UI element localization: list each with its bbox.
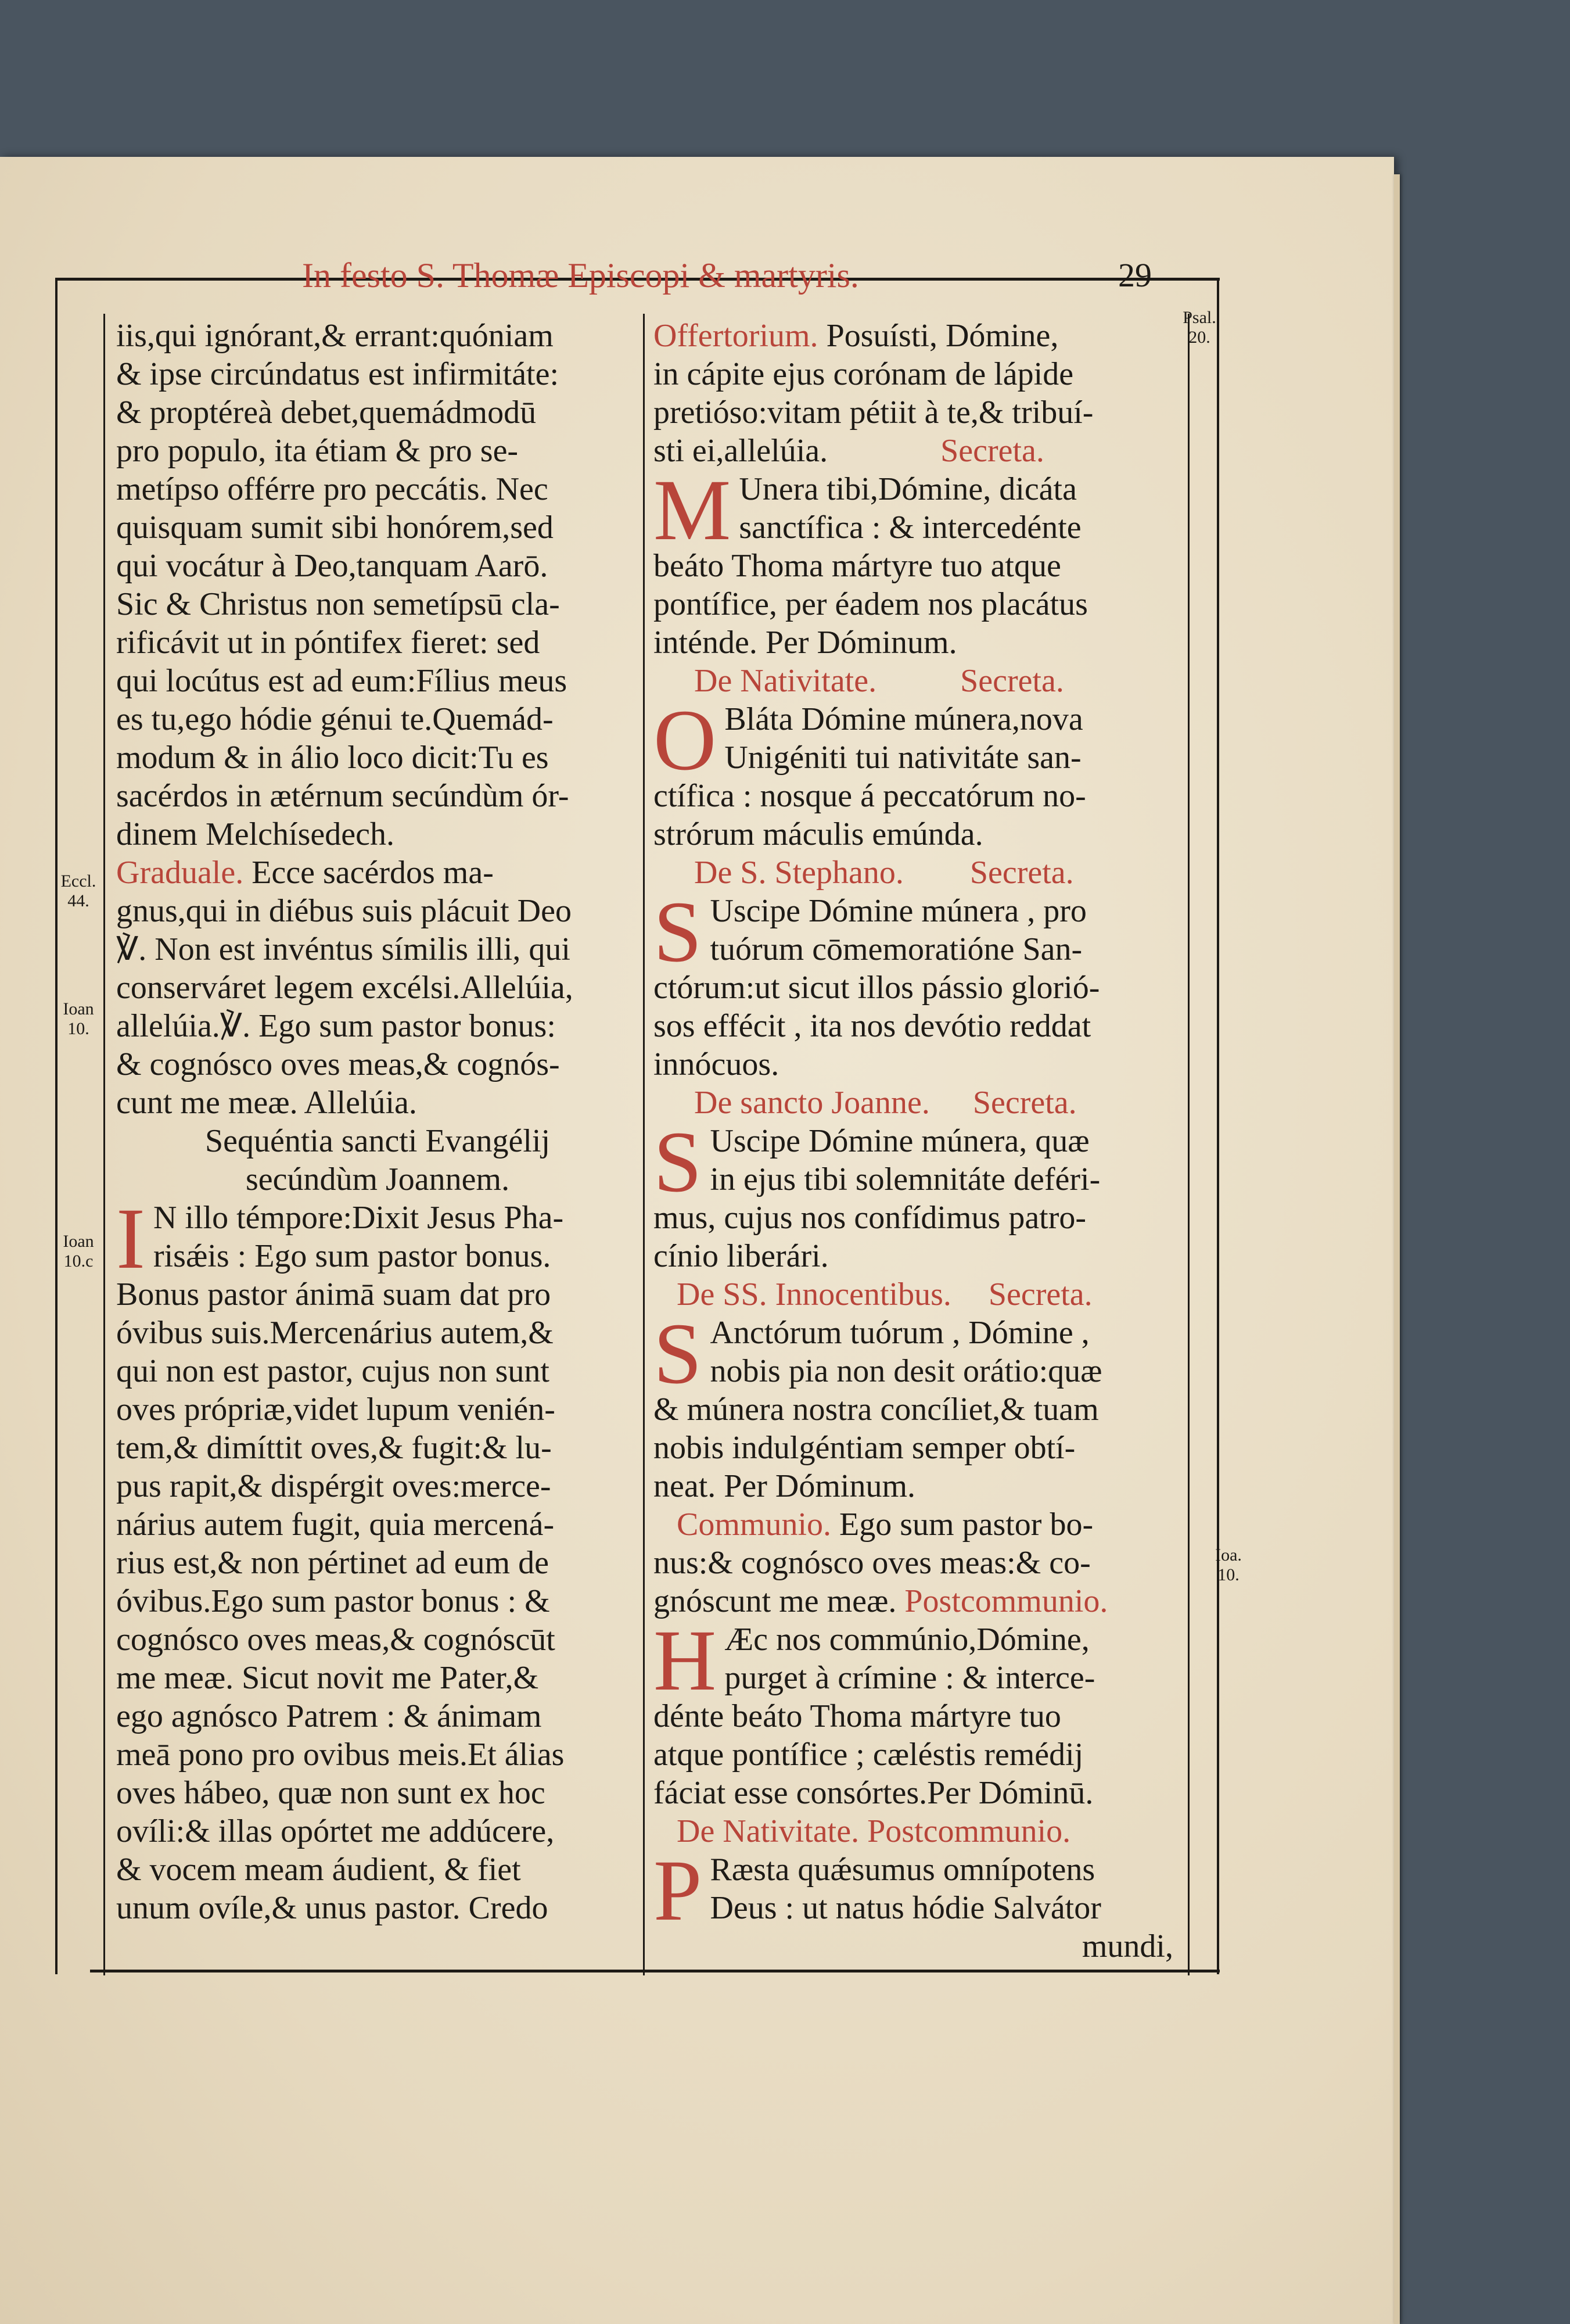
nativity-heading: De Nativitate. Secreta. xyxy=(694,663,1064,699)
text-line: cínio liberári. xyxy=(653,1238,829,1274)
text-line: oves própriæ,videt lupum venién- xyxy=(116,1391,555,1428)
text-line: ego agnósco Patrem : & ánimam xyxy=(116,1698,542,1734)
offertory-line xyxy=(653,317,1185,355)
offertory-label: Offertorium. xyxy=(653,318,818,354)
text-line: ovíli:& illas opórtet me addúcere, xyxy=(116,1813,555,1849)
text-line: meā pono pro ovibus meis.Et álias xyxy=(116,1737,565,1773)
text-line: Unera tibi,Dómine, dicáta xyxy=(739,471,1077,507)
communion-end-line: gnóscunt me meæ. Postcommunio. xyxy=(653,1583,1108,1619)
nativity-secreta-block xyxy=(653,700,1185,777)
text-line: & vocem meam áudient, & fiet xyxy=(116,1852,521,1888)
right-column-rule xyxy=(1188,314,1190,1975)
text-line: nobis pia non desit orátio:quæ xyxy=(710,1353,1102,1389)
postcommunion-label: Postcommunio. xyxy=(904,1583,1108,1619)
text-line: nobis indulgéntiam semper obtí- xyxy=(653,1430,1076,1466)
drop-cap-initial: M xyxy=(653,470,731,547)
text-line: dénte beáto Thoma mártyre tuo xyxy=(653,1698,1061,1734)
text-line: innócuos. xyxy=(653,1046,779,1082)
text-line: sacérdos in ætérnum secúndùm ór- xyxy=(116,778,569,814)
text-line: Bonus pastor ánimā suam dat pro xyxy=(116,1276,551,1312)
drop-cap-initial: S xyxy=(653,1122,702,1199)
stephen-secreta-block xyxy=(653,892,1185,969)
text-line: nus:& cognósco oves meas:& co- xyxy=(653,1545,1091,1581)
text-line: óvibus suis.Mercenárius autem,& xyxy=(116,1315,554,1351)
text-line: atque pontífice ; cæléstis remédij xyxy=(653,1737,1084,1773)
communion-first-text: Ego sum pastor bo- xyxy=(839,1507,1094,1543)
secreta-label: Secreta. xyxy=(940,433,1044,469)
text-line: ctífica : nosque á peccatórum no- xyxy=(653,778,1086,814)
sequence-heading: Sequéntia sancti Evangélij xyxy=(204,1123,551,1159)
drop-cap-initial: O xyxy=(653,700,717,777)
text-line: cognósco oves meas,& cognóscūt xyxy=(116,1622,555,1658)
text-line: mus, cujus nos confídimus patro- xyxy=(653,1200,1087,1236)
gradual-line xyxy=(116,853,639,892)
epistle-text xyxy=(116,317,639,853)
text-line: pretióso:vitam pétiit à te,& tribuí- xyxy=(653,394,1094,431)
drop-cap-initial: I xyxy=(116,1199,145,1275)
margin-note-ioan-c: Ioan 10.c xyxy=(63,1232,94,1271)
sequence-heading: secúndùm Joannem. xyxy=(245,1161,510,1197)
text-line: & ipse circúndatus est infirmitáte: xyxy=(116,356,559,392)
drop-cap-initial: S xyxy=(653,892,702,969)
text-line: cunt me meæ. Allelúia. xyxy=(116,1085,417,1121)
post-nativity-heading: De Nativitate. Postcommunio. xyxy=(677,1813,1071,1849)
text-line: rius est,& non pértinet ad eum de xyxy=(116,1545,549,1581)
secreta-block xyxy=(653,470,1185,547)
text-line: nárius autem fugit, quia mercená- xyxy=(116,1507,555,1543)
text-line: Deus : ut natus hódie Salvátor xyxy=(710,1890,1101,1926)
innocents-secreta-block xyxy=(653,1314,1185,1390)
offertory-end-line: sti ei,allelúia. Secreta. xyxy=(653,433,1044,469)
text-line: gnus,qui in diébus suis plácuit Deo xyxy=(116,893,572,929)
column-divider xyxy=(643,314,645,1975)
offertory-first-text: Posuísti, Dómine, xyxy=(826,318,1059,354)
text-line: pro populo, ita étiam & pro se- xyxy=(116,433,519,469)
text-line: Uscipe Dómine múnera, quæ xyxy=(710,1123,1090,1159)
text-line: strórum máculis emúnda. xyxy=(653,816,983,852)
page-number: 29 xyxy=(1118,256,1152,294)
text-line: quisquam sumit sibi honórem,sed xyxy=(116,510,554,546)
text-line: pontífice, per éadem nos placátus xyxy=(653,586,1088,622)
text-line: inténde. Per Dóminum. xyxy=(653,625,957,661)
text-line: purget à crímine : & interce- xyxy=(724,1660,1095,1696)
text-line: conserváret legem excélsi.Allelúia, xyxy=(116,970,573,1006)
text-line: & múnera nostra concíliet,& tuam xyxy=(653,1391,1099,1428)
text-line: in cápite ejus corónam de lápide xyxy=(653,356,1074,392)
text-line: ctórum:ut sicut illos pássio glorió- xyxy=(653,970,1100,1006)
text-line: & cognósco oves meas,& cognós- xyxy=(116,1046,560,1082)
john-heading: De sancto Joanne. Secreta. xyxy=(694,1085,1077,1121)
text-line: tuórum cōmemoratióne San- xyxy=(710,931,1083,967)
margin-note-eccl: Eccl. 44. xyxy=(60,871,96,910)
drop-cap-initial: S xyxy=(653,1314,702,1390)
margin-note-ioan: Ioan 10. xyxy=(63,999,94,1038)
text-line: qui vocátur à Deo,tanquam Aarō. xyxy=(116,548,548,584)
text-line: N illo témpore:Dixit Jesus Pha- xyxy=(153,1200,564,1236)
text-line: dinem Melchísedech. xyxy=(116,816,394,852)
text-line: allelúia.℣. Ego sum pastor bonus: xyxy=(116,1008,556,1044)
left-column xyxy=(116,317,639,1927)
text-line: in ejus tibi solemnitáte deféri- xyxy=(710,1161,1101,1197)
john-secreta-block xyxy=(653,1122,1185,1199)
gospel-initial-block xyxy=(116,1199,639,1275)
frame-bottom-rule xyxy=(90,1970,1220,1972)
text-line: Æc nos commúnio,Dómine, xyxy=(724,1622,1090,1658)
text-line: Ræsta quǽsumus omnípotens xyxy=(710,1852,1095,1888)
text-line: pus rapit,& dispérgit oves:merce- xyxy=(116,1468,551,1504)
text-line: fáciat esse consórtes.Per Dóminū. xyxy=(653,1775,1094,1811)
text-line: iis,qui ignórant,& errant:quóniam xyxy=(116,318,554,354)
text-line: Bláta Dómine múnera,nova xyxy=(724,701,1083,737)
running-header: In festo S. Thomæ Episcopi & martyris. xyxy=(302,256,859,295)
text-line: óvibus.Ego sum pastor bonus : & xyxy=(116,1583,550,1619)
frame-left-rule xyxy=(55,278,58,1974)
margin-note-ioa: Ioa. 10. xyxy=(1215,1545,1242,1584)
text-line: rificávit ut in póntifex fieret: sed xyxy=(116,625,540,661)
text-line: metípso offérre pro peccátis. Nec xyxy=(116,471,548,507)
text-line: beáto Thoma mártyre tuo atque xyxy=(653,548,1061,584)
text-line: & proptéreà debet,quemádmodū xyxy=(116,394,537,431)
innocents-heading: De SS. Innocentibus. Secreta. xyxy=(677,1276,1093,1312)
text-line: unum ovíle,& unus pastor. Credo xyxy=(116,1890,548,1926)
gradual-first-text: Ecce sacérdos ma- xyxy=(252,855,494,891)
catchword: mundi, xyxy=(1082,1928,1173,1964)
post-nativity-block xyxy=(653,1850,1185,1927)
text-line: Sic & Christus non semetípsū cla- xyxy=(116,586,560,622)
text-line: oves hábeo, quæ non sunt ex hoc xyxy=(116,1775,545,1811)
text-line: sanctífica : & intercedénte xyxy=(739,510,1082,546)
right-column xyxy=(653,317,1185,1966)
text-line: ℣. Non est invéntus símilis illi, qui xyxy=(116,931,570,967)
left-column-rule xyxy=(103,314,105,1975)
postcommunion-block xyxy=(653,1620,1185,1697)
communion-label: Communio. xyxy=(677,1507,832,1543)
frame-right-rule xyxy=(1217,278,1219,1974)
text-line: qui locútus est ad eum:Fílius meus xyxy=(116,663,567,699)
text-line: qui non est pastor, cujus non sunt xyxy=(116,1353,549,1389)
gradual-label: Graduale. xyxy=(116,855,244,891)
stephen-heading: De S. Stephano. Secreta. xyxy=(694,855,1074,891)
text-line: tem,& dimíttit oves,& fugit:& lu- xyxy=(116,1430,552,1466)
text-line: Unigéniti tui nativitáte san- xyxy=(724,740,1082,776)
text-line: modum & in álio loco dicit:Tu es xyxy=(116,740,549,776)
communion-line xyxy=(653,1505,1185,1544)
text-line: risǽis : Ego sum pastor bonus. xyxy=(153,1238,551,1274)
drop-cap-initial: H xyxy=(653,1620,717,1697)
text-line: Anctórum tuórum , Dómine , xyxy=(710,1315,1090,1351)
text-line: es tu,ego hódie génui te.Quemád- xyxy=(116,701,554,737)
text-line: Uscipe Dómine múnera , pro xyxy=(710,893,1087,929)
text-line: me meæ. Sicut novit me Pater,& xyxy=(116,1660,539,1696)
margin-note-psal: Psal. 20. xyxy=(1183,308,1216,347)
text-line: neat. Per Dóminum. xyxy=(653,1468,916,1504)
text-line: sos effécit , ita nos devótio reddat xyxy=(653,1008,1091,1044)
drop-cap-initial: P xyxy=(653,1850,702,1927)
page-edge xyxy=(1394,174,1400,2324)
